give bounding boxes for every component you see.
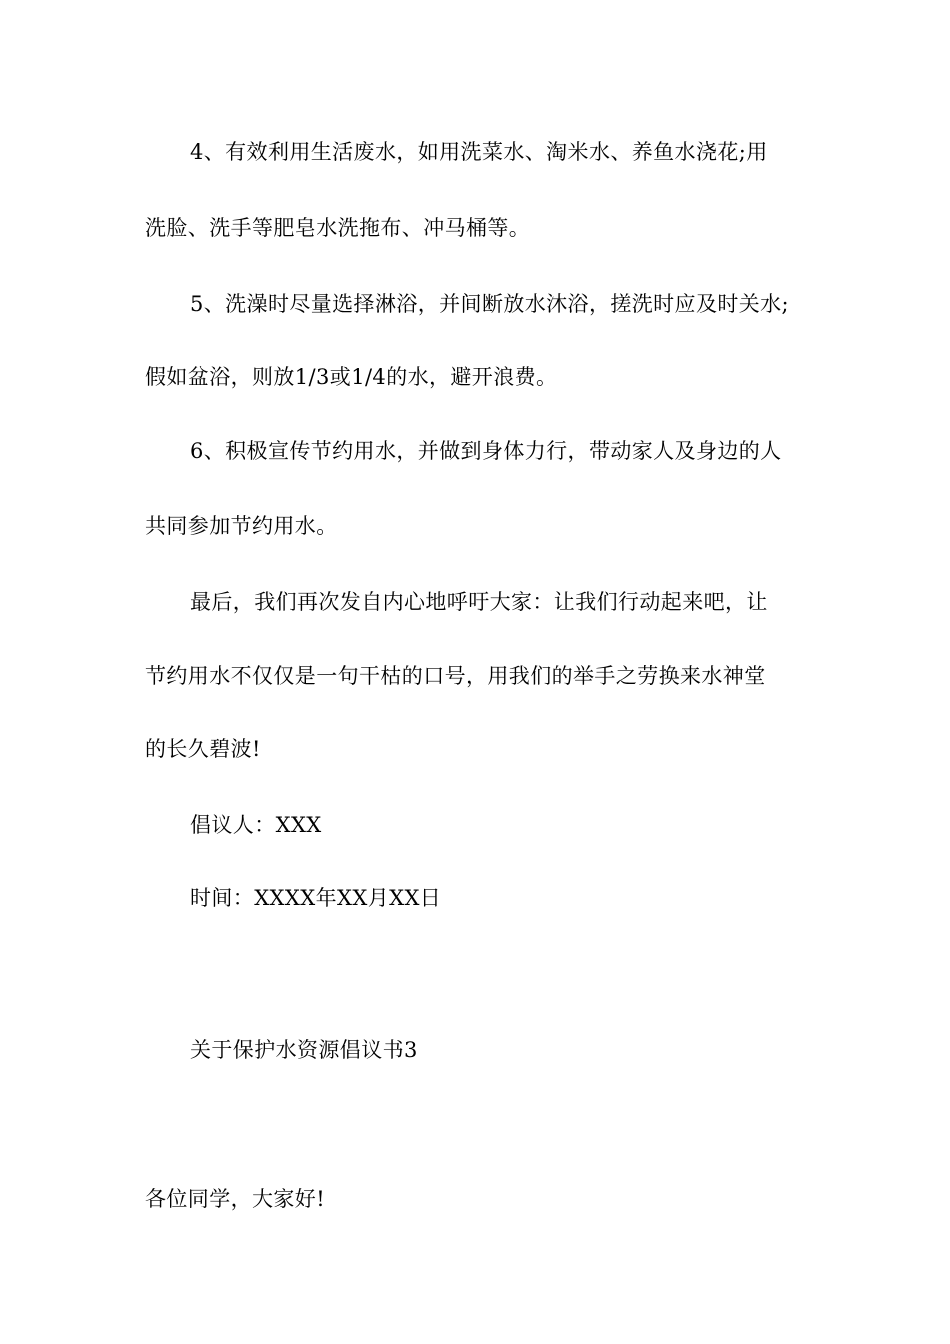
paragraph-6-line-1: 6、积极宣传节约用水，并做到身体力行，带动家人及身边的人 [190, 439, 782, 463]
closing-paragraph-line-3: 的长久碧波! [145, 737, 261, 761]
greeting-line: 各位同学，大家好! [145, 1187, 326, 1211]
paragraph-4-line-1: 4、有效利用生活废水，如用洗菜水、淘米水、养鱼水浇花;用 [190, 140, 768, 164]
paragraph-6-line-2: 共同参加节约用水。 [145, 514, 338, 538]
closing-paragraph-line-1: 最后，我们再次发自内心地呼吁大家：让我们行动起来吧，让 [190, 590, 768, 614]
date-line: 时间：XXXX年XX月XX日 [190, 886, 442, 910]
proposer-line: 倡议人：XXX [190, 813, 322, 837]
section-title: 关于保护水资源倡议书3 [190, 1038, 418, 1062]
paragraph-5-line-2: 假如盆浴，则放1/3或1/4的水，避开浪费。 [145, 365, 558, 389]
closing-paragraph-line-2: 节约用水不仅仅是一句干枯的口号，用我们的举手之劳换来水神堂 [145, 664, 766, 688]
paragraph-5-line-1: 5、洗澡时尽量选择淋浴，并间断放水沐浴，搓洗时应及时关水; [190, 292, 790, 316]
paragraph-4-line-2: 洗脸、洗手等肥皂水洗拖布、冲马桶等。 [145, 216, 531, 240]
